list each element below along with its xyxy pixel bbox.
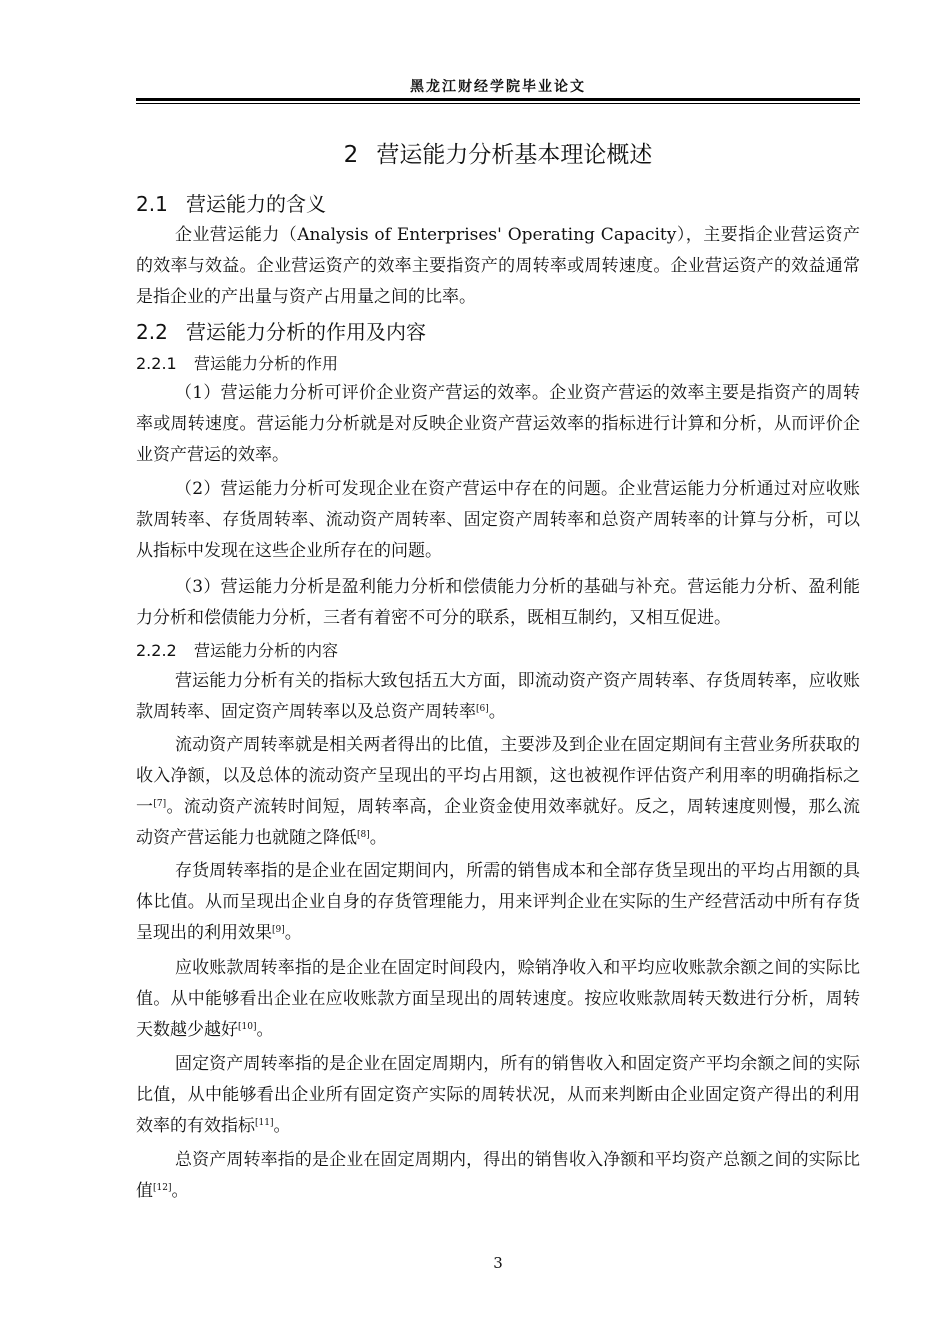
paragraph-text: 。流动资产流转时间短，周转率高，企业资金使用效率就好。反之，周转速度则慢，那么流动资产营运能力也就随之降低: [136, 797, 861, 848]
citation-ref: [12]: [153, 1183, 172, 1193]
paragraph-2-1: 企业营运能力（Analysis of Enterprises' Operating Capacity），主要指企业营运资产的效率与效益。企业营运资产的效率主要指资产的周转率或周转速度。企业营运资产的效益通常是指企业的产出量与资产占用量之间的比率。: [136, 225, 860, 307]
section-heading-2-1: [136, 188, 326, 217]
citation-ref: [10]: [238, 1022, 257, 1032]
paragraph-content-5: [136, 1049, 860, 1142]
paragraph-end: 。: [284, 923, 302, 943]
chapter-heading: [136, 136, 860, 169]
paragraph-text: 存货周转率指的是企业在固定期间内，所需的销售成本和全部存货呈现出的平均占用额的具体比值。从而呈现出企业自身的存货管理能力，用来评判企业在实际的生产经营活动中所有存货呈现出的利用效果: [136, 861, 860, 943]
section-title: 营运能力的含义: [186, 192, 326, 216]
running-header: 黑龙江财经学院毕业论文: [410, 79, 586, 95]
subsection-heading-2-2-2: [136, 638, 338, 661]
paragraph-end: 。: [256, 1020, 274, 1040]
header-rule-thin: [136, 103, 860, 104]
chapter-title: 营运能力分析基本理论概述: [376, 142, 653, 168]
paragraph-end: 。: [369, 828, 387, 848]
paragraph-role-3: （3）营运能力分析是盈利能力分析和偿债能力分析的基础与补充。营运能力分析、盈利能力分析和偿债能力分析，三者有着密不可分的联系，既相互制约，又相互促进。: [136, 577, 860, 628]
paragraph-content-1: [136, 666, 860, 728]
paragraph-role-2: （2）营运能力分析可发现企业在资产营运中存在的问题。企业营运能力分析通过对应收账款周转率、存货周转率、流动资产周转率、固定资产周转率和总资产周转率的计算与分析，可以从指标中发现在这些企业所存在的问题。: [136, 479, 860, 561]
citation-ref: [8]: [357, 830, 370, 840]
paragraph-text: 营运能力分析有关的指标大致包括五大方面，即流动资产资产周转率、存货周转率，应收账款周转率、固定资产周转率以及总资产周转率: [136, 671, 860, 722]
paragraph-content-3: [136, 856, 860, 949]
paragraph-text: 固定资产周转率指的是企业在固定周期内，所有的销售收入和固定资产平均余额之间的实际比值，从中能够看出企业所有固定资产实际的周转状况，从而来判断由企业固定资产得出的利用效率的有效指标: [136, 1054, 860, 1136]
section-title: 营运能力分析的作用及内容: [186, 320, 426, 344]
paragraph-end: 。: [171, 1181, 189, 1201]
citation-ref: [11]: [255, 1118, 274, 1128]
paragraph-content-6: [136, 1145, 860, 1207]
header-rule-thick: [136, 98, 860, 101]
subsection-number: 2.2.2: [136, 641, 177, 660]
citation-ref: [9]: [272, 925, 285, 935]
page-number: 3: [493, 1254, 503, 1272]
subsection-title: 营运能力分析的作用: [194, 354, 339, 373]
paragraph-end: 。: [488, 702, 506, 722]
paragraph-text: 总资产周转率指的是企业在固定周期内，得出的销售收入净额和平均资产总额之间的实际比值: [136, 1150, 860, 1201]
chapter-number: 2: [343, 142, 359, 168]
paragraph-text: 应收账款周转率指的是企业在固定时间段内，赊销净收入和平均应收账款余额之间的实际比值。从中能够看出企业在应收账款方面呈现出的周转速度。按应收账款周转天数进行分析，周转天数越少越好: [136, 958, 860, 1040]
subsection-title: 营运能力分析的内容: [194, 641, 339, 660]
subsection-heading-2-2-1: [136, 351, 338, 374]
paragraph-end: 。: [273, 1116, 291, 1136]
citation-ref: [7]: [153, 799, 167, 809]
section-number: 2.1: [136, 192, 168, 216]
paragraph-role-1: （1）营运能力分析可评价企业资产营运的效率。企业资产营运的效率主要是指资产的周转率或周转速度。营运能力分析就是对反映企业资产营运效率的指标进行计算和分析，从而评价企业资产营运的效率。: [136, 383, 860, 465]
paragraph-content-2: [136, 730, 860, 854]
citation-ref: [6]: [476, 704, 489, 714]
paragraph-content-4: [136, 953, 860, 1046]
section-heading-2-2: [136, 316, 426, 345]
paragraph-text: 流动资产周转率就是相关两者得出的比值，主要涉及到企业在固定期间有主营业务所获取的收入净额，以及总体的流动资产呈现出的平均占用额，这也被视作评估资产利用率的明确指标之一: [136, 735, 860, 817]
section-number: 2.2: [136, 320, 168, 344]
subsection-number: 2.2.1: [136, 354, 177, 373]
